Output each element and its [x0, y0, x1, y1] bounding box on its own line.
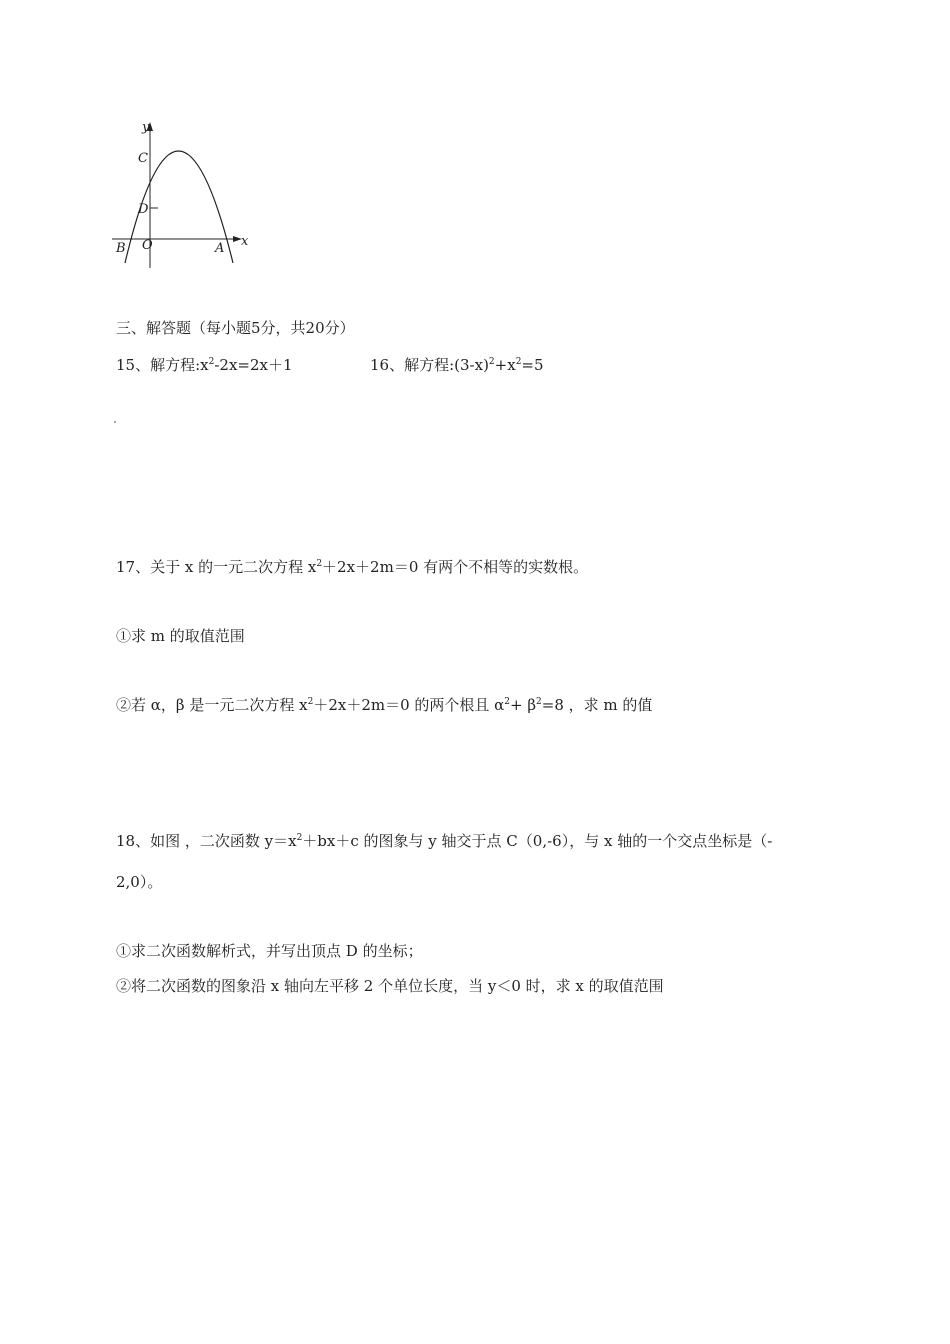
stray-mark [114, 421, 116, 423]
q18-line2: 2,0）。 [116, 873, 163, 891]
question-15 [116, 355, 293, 375]
q17-part2 [116, 695, 652, 715]
q18-line1-exp: 2 [296, 833, 303, 843]
q15-post: -2x=2x＋1 [214, 356, 293, 374]
q17-part2-post: =8 ，求 m 的值 [541, 696, 653, 714]
question-16 [370, 355, 544, 375]
q16-mid: +x [494, 356, 516, 374]
q15-pre: 15、解方程:x [116, 356, 209, 374]
q17-part2-mid: ＋2x＋2m＝0 的两个根且 α [313, 696, 505, 714]
label-o: O [142, 238, 153, 253]
q18-line1-pre: 18、如图 ，二次函数 y＝x [116, 832, 297, 850]
q16-post: =5 [521, 356, 544, 374]
label-a: A [215, 241, 225, 256]
q18-part2: ②将二次函数的图象沿 x 轴向左平移 2 个单位长度，当 y＜0 时，求 x 的取值范围 [116, 977, 664, 995]
q15-exp: 2 [208, 357, 215, 367]
label-y: y [142, 120, 150, 135]
q16-exp1: 2 [488, 357, 495, 367]
parabola-figure [108, 118, 258, 270]
section-heading: 三、解答题（每小题5分，共20分） [116, 319, 355, 337]
q17-part2-pre: ②若 α，β 是一元二次方程 x [116, 696, 308, 714]
label-d: D [138, 202, 149, 217]
q16-pre: 16、解方程:(3-x) [370, 356, 489, 374]
q18-line1-post: ＋bx＋c 的图象与 y 轴交于点 C（0,-6），与 x 轴的一个交点坐标是（- [302, 832, 773, 850]
q17-part2-exp3: 2 [536, 697, 542, 707]
q17-part1: ①求 m 的取值范围 [116, 627, 245, 645]
q16-exp2: 2 [515, 357, 522, 367]
q17-part2-exp: 2 [307, 697, 314, 707]
label-x: x [241, 234, 249, 249]
label-c: C [138, 151, 148, 166]
q17-line1-pre: 17、关于 x 的一元二次方程 x [116, 558, 317, 576]
label-b: B [116, 241, 126, 256]
q17-part2-mid2: + β [510, 696, 537, 714]
q17-part2-exp2: 2 [504, 697, 511, 707]
question-17 [116, 557, 588, 577]
q17-line1-exp: 2 [316, 559, 323, 569]
q17-line1-post: ＋2x＋2m＝0 有两个不相等的实数根。 [322, 558, 589, 576]
q18-part1: ①求二次函数解析式，并写出顶点 D 的坐标； [116, 942, 423, 960]
question-18 [116, 831, 772, 851]
